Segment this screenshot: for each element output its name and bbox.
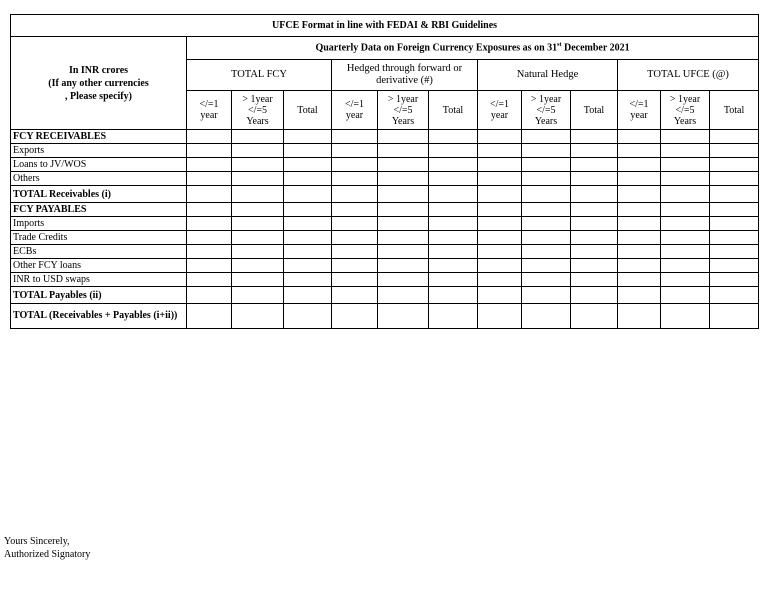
table-row bbox=[11, 273, 759, 287]
table-row bbox=[11, 304, 759, 329]
table-cell bbox=[187, 245, 232, 259]
table-row bbox=[11, 144, 759, 158]
table-cell bbox=[332, 245, 378, 259]
closing-line: Yours Sincerely, bbox=[4, 536, 70, 547]
table-cell bbox=[429, 217, 478, 231]
table-row bbox=[11, 259, 759, 273]
table-cell bbox=[232, 287, 284, 304]
table-cell bbox=[284, 304, 332, 329]
table-cell bbox=[429, 231, 478, 245]
table-cell bbox=[571, 186, 618, 203]
table-row bbox=[11, 158, 759, 172]
table-cell bbox=[522, 287, 571, 304]
table-cell bbox=[378, 186, 429, 203]
table-row bbox=[11, 231, 759, 245]
table-cell bbox=[618, 273, 661, 287]
table-cell bbox=[429, 172, 478, 186]
table-cell bbox=[187, 130, 232, 144]
table-cell bbox=[571, 287, 618, 304]
table-cell bbox=[332, 217, 378, 231]
row-label: TOTAL (Receivables + Payables (i+ii)) bbox=[11, 304, 187, 329]
table-cell bbox=[710, 130, 759, 144]
table-cell bbox=[429, 287, 478, 304]
table-cell bbox=[571, 304, 618, 329]
row-label: Loans to JV/WOS bbox=[11, 158, 187, 172]
table-cell bbox=[429, 203, 478, 217]
table-cell bbox=[710, 172, 759, 186]
table-cell bbox=[710, 158, 759, 172]
group-natural-hedge: Natural Hedge bbox=[478, 60, 618, 91]
table-cell bbox=[522, 130, 571, 144]
table-cell bbox=[378, 158, 429, 172]
group-total-fcy: TOTAL FCY bbox=[187, 60, 332, 91]
table-cell bbox=[429, 245, 478, 259]
table-cell bbox=[478, 287, 522, 304]
table-cell bbox=[571, 231, 618, 245]
table-cell bbox=[661, 273, 710, 287]
table-cell bbox=[661, 231, 710, 245]
table-cell bbox=[187, 273, 232, 287]
table-cell bbox=[618, 231, 661, 245]
table-cell bbox=[284, 172, 332, 186]
table-cell bbox=[232, 172, 284, 186]
table-cell bbox=[710, 304, 759, 329]
table-cell bbox=[378, 304, 429, 329]
table-cell bbox=[478, 158, 522, 172]
table-cell bbox=[232, 245, 284, 259]
table-cell bbox=[232, 304, 284, 329]
table-cell bbox=[661, 144, 710, 158]
table-cell bbox=[187, 304, 232, 329]
table-cell bbox=[522, 231, 571, 245]
quarter-header: Quarterly Data on Foreign Currency Exposures as on 31st December 2021 bbox=[187, 37, 759, 60]
table-cell bbox=[478, 217, 522, 231]
table-cell bbox=[710, 259, 759, 273]
table-cell bbox=[618, 130, 661, 144]
group-hedged: Hedged through forward or derivative (#) bbox=[332, 60, 478, 91]
table-cell bbox=[478, 231, 522, 245]
table-cell bbox=[661, 245, 710, 259]
table-cell bbox=[429, 259, 478, 273]
table-cell bbox=[429, 186, 478, 203]
table-cell bbox=[429, 304, 478, 329]
table-cell bbox=[522, 186, 571, 203]
upto-1-year-header: </=1 year bbox=[332, 91, 378, 130]
table-cell bbox=[378, 259, 429, 273]
table-cell bbox=[332, 231, 378, 245]
row-label: ECBs bbox=[11, 245, 187, 259]
row-label: Exports bbox=[11, 144, 187, 158]
table-cell bbox=[332, 144, 378, 158]
table-row bbox=[11, 186, 759, 203]
table-cell bbox=[522, 273, 571, 287]
table-cell bbox=[710, 231, 759, 245]
table-cell bbox=[284, 144, 332, 158]
row-label: Trade Credits bbox=[11, 231, 187, 245]
table-cell bbox=[378, 130, 429, 144]
table-cell bbox=[661, 203, 710, 217]
table-cell bbox=[618, 158, 661, 172]
table-cell bbox=[378, 231, 429, 245]
table-cell bbox=[661, 172, 710, 186]
table-cell bbox=[710, 245, 759, 259]
row-label: Others bbox=[11, 172, 187, 186]
table-cell bbox=[332, 273, 378, 287]
table-cell bbox=[661, 304, 710, 329]
signatory-line: Authorized Signatory bbox=[4, 549, 91, 560]
table-row bbox=[11, 245, 759, 259]
table-cell bbox=[478, 130, 522, 144]
table-row bbox=[11, 130, 759, 144]
upto-1-year-header: </=1 year bbox=[618, 91, 661, 130]
table-row bbox=[11, 172, 759, 186]
table-cell bbox=[710, 144, 759, 158]
table-cell bbox=[571, 172, 618, 186]
row-label: Other FCY loans bbox=[11, 259, 187, 273]
signoff bbox=[4, 535, 90, 561]
table-cell bbox=[478, 245, 522, 259]
table-cell bbox=[661, 217, 710, 231]
table-cell bbox=[661, 158, 710, 172]
table-cell bbox=[187, 217, 232, 231]
table-cell bbox=[522, 158, 571, 172]
table-cell bbox=[478, 186, 522, 203]
table-row bbox=[11, 287, 759, 304]
table-cell bbox=[378, 217, 429, 231]
table-cell bbox=[187, 158, 232, 172]
table-cell bbox=[478, 172, 522, 186]
table-cell bbox=[661, 287, 710, 304]
table-row bbox=[11, 217, 759, 231]
total-header: Total bbox=[710, 91, 759, 130]
table-title: UFCE Format in line with FEDAI & RBI Guidelines bbox=[11, 15, 759, 37]
table-cell bbox=[284, 245, 332, 259]
table-cell bbox=[522, 304, 571, 329]
upto-1-year-header: </=1 year bbox=[478, 91, 522, 130]
row-label: INR to USD swaps bbox=[11, 273, 187, 287]
units-line-1: In INR crores bbox=[68, 64, 129, 76]
table-cell bbox=[522, 144, 571, 158]
table-cell bbox=[187, 231, 232, 245]
table-cell bbox=[232, 186, 284, 203]
table-cell bbox=[661, 130, 710, 144]
table-cell bbox=[618, 203, 661, 217]
table-row bbox=[11, 203, 759, 217]
units-header bbox=[11, 37, 187, 130]
table-cell bbox=[522, 259, 571, 273]
table-cell bbox=[378, 287, 429, 304]
row-label: TOTAL Payables (ii) bbox=[11, 287, 187, 304]
table-cell bbox=[284, 287, 332, 304]
table-cell bbox=[232, 158, 284, 172]
table-cell bbox=[332, 203, 378, 217]
table-cell bbox=[618, 186, 661, 203]
table-cell bbox=[571, 158, 618, 172]
table-cell bbox=[478, 273, 522, 287]
ufce-table bbox=[10, 14, 759, 329]
table-cell bbox=[378, 172, 429, 186]
table-cell bbox=[284, 217, 332, 231]
table-cell bbox=[284, 186, 332, 203]
table-cell bbox=[618, 304, 661, 329]
total-header: Total bbox=[429, 91, 478, 130]
table-cell bbox=[232, 273, 284, 287]
total-header: Total bbox=[571, 91, 618, 130]
table-cell bbox=[478, 259, 522, 273]
table-cell bbox=[232, 130, 284, 144]
1-to-5-years-header: > 1year </=5 Years bbox=[378, 91, 429, 130]
table-cell bbox=[710, 273, 759, 287]
table-cell bbox=[571, 130, 618, 144]
row-label: Imports bbox=[11, 217, 187, 231]
table-cell bbox=[571, 144, 618, 158]
table-cell bbox=[284, 273, 332, 287]
table-cell bbox=[522, 245, 571, 259]
table-cell bbox=[522, 217, 571, 231]
table-cell bbox=[332, 158, 378, 172]
1-to-5-years-header: > 1year </=5 Years bbox=[232, 91, 284, 130]
table-cell bbox=[429, 144, 478, 158]
table-cell bbox=[187, 186, 232, 203]
table-cell bbox=[571, 203, 618, 217]
table-cell bbox=[710, 186, 759, 203]
table-cell bbox=[478, 304, 522, 329]
table-cell bbox=[429, 273, 478, 287]
table-cell bbox=[232, 259, 284, 273]
units-line-2: (If any other currencies bbox=[48, 77, 149, 89]
row-label: FCY RECEIVABLES bbox=[11, 130, 187, 144]
table-cell bbox=[332, 259, 378, 273]
table-cell bbox=[618, 217, 661, 231]
total-header: Total bbox=[284, 91, 332, 130]
table-cell bbox=[710, 217, 759, 231]
table-cell bbox=[284, 203, 332, 217]
table-cell bbox=[661, 186, 710, 203]
table-cell bbox=[284, 158, 332, 172]
table-cell bbox=[378, 144, 429, 158]
table-cell bbox=[571, 259, 618, 273]
table-cell bbox=[618, 144, 661, 158]
table-cell bbox=[187, 203, 232, 217]
units-line-3: , Please specify) bbox=[65, 90, 132, 102]
table-cell bbox=[187, 259, 232, 273]
table-cell bbox=[232, 203, 284, 217]
table-cell bbox=[478, 203, 522, 217]
table-cell bbox=[332, 186, 378, 203]
table-cell bbox=[378, 245, 429, 259]
row-label: TOTAL Receivables (i) bbox=[11, 186, 187, 203]
table-cell bbox=[378, 203, 429, 217]
table-cell bbox=[187, 287, 232, 304]
table-cell bbox=[429, 130, 478, 144]
table-cell bbox=[332, 287, 378, 304]
table-cell bbox=[710, 203, 759, 217]
1-to-5-years-header: > 1year </=5 Years bbox=[661, 91, 710, 130]
table-cell bbox=[661, 259, 710, 273]
table-cell bbox=[284, 259, 332, 273]
table-cell bbox=[571, 217, 618, 231]
table-cell bbox=[522, 172, 571, 186]
table-cell bbox=[571, 273, 618, 287]
table-cell bbox=[332, 130, 378, 144]
table-cell bbox=[618, 245, 661, 259]
table-cell bbox=[378, 273, 429, 287]
table-cell bbox=[332, 304, 378, 329]
table-cell bbox=[232, 231, 284, 245]
table-cell bbox=[284, 231, 332, 245]
group-total-ufce: TOTAL UFCE (@) bbox=[618, 60, 759, 91]
table-cell bbox=[710, 287, 759, 304]
table-cell bbox=[429, 158, 478, 172]
table-cell bbox=[232, 144, 284, 158]
table-cell bbox=[522, 203, 571, 217]
1-to-5-years-header: > 1year </=5 Years bbox=[522, 91, 571, 130]
table-cell bbox=[618, 287, 661, 304]
table-cell bbox=[187, 172, 232, 186]
table-cell bbox=[618, 259, 661, 273]
table-cell bbox=[571, 245, 618, 259]
table-cell bbox=[284, 130, 332, 144]
table-cell bbox=[332, 172, 378, 186]
upto-1-year-header: </=1 year bbox=[187, 91, 232, 130]
table-cell bbox=[187, 144, 232, 158]
table-cell bbox=[478, 144, 522, 158]
row-label: FCY PAYABLES bbox=[11, 203, 187, 217]
table-cell bbox=[618, 172, 661, 186]
table-cell bbox=[232, 217, 284, 231]
